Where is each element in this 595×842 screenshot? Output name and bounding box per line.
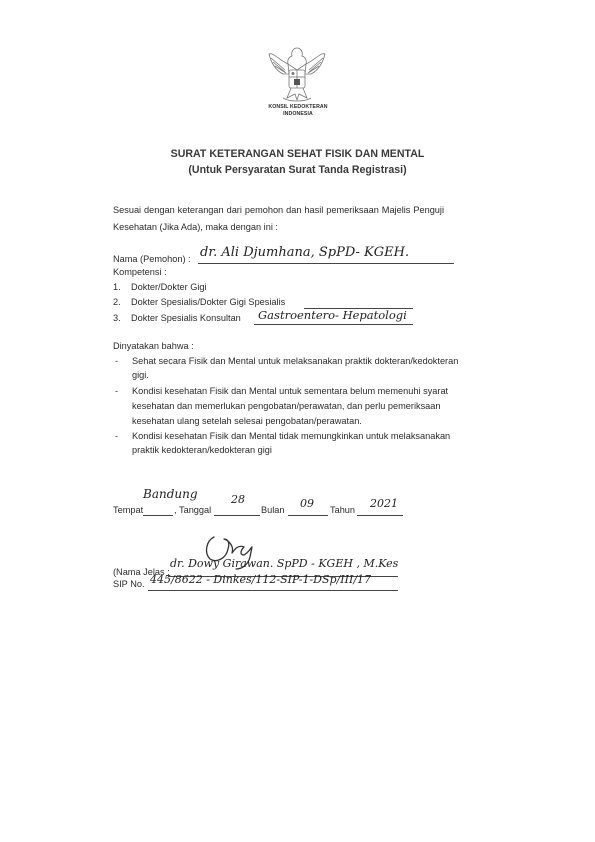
applicant-underline [198, 263, 454, 264]
applicant-value: dr. Ali Djumhana, SpPD- KGEH. [200, 245, 410, 260]
place-label: Tempat [113, 505, 144, 515]
place-value: Bandung [143, 487, 198, 501]
statement-2-line-3: kesehatan ulang setelah selesai pengobatan/perawatan. [132, 416, 362, 426]
competence-label: Kompetensi : [113, 267, 167, 277]
statement-2-line-2: kesehatan dan memerlukan pengobatan/perawatan, dan perlu pemeriksaan [132, 401, 441, 411]
competence-item-3-text: Dokter Spesialis Konsultan [131, 313, 241, 323]
competence-item-1-num: 1. [113, 282, 121, 292]
place-underline [143, 515, 173, 516]
competence-item-2-num: 2. [113, 297, 121, 307]
statement-1-bullet: - [115, 356, 119, 366]
date-value: 28 [231, 493, 245, 506]
sign-name-label: (Nama Jelas : [113, 567, 170, 577]
sip-label: SIP No. [113, 579, 145, 589]
month-label: Bulan [261, 505, 285, 515]
applicant-label: Nama (Pemohon) : [113, 254, 191, 264]
sip-value: 445/8622 - Dinkes/112-SIP-1-DSp/III/17 [150, 573, 372, 586]
competence-item-3-underline [254, 324, 413, 325]
month-value: 09 [300, 497, 314, 510]
year-underline [357, 515, 403, 516]
document-title: SURAT KETERANGAN SEHAT FISIK DAN MENTAL [170, 148, 425, 160]
sip-underline [148, 590, 398, 591]
declared-label: Dinyatakan bahwa : [113, 341, 194, 351]
garuda-emblem-icon [265, 44, 329, 106]
place-comma: , [174, 505, 177, 515]
month-underline [288, 515, 328, 516]
year-label: Tahun [330, 505, 356, 515]
year-value: 2021 [370, 497, 398, 510]
date-label: Tanggal [179, 505, 212, 515]
statement-3-line-1: Kondisi kesehatan Fisik dan Mental tidak memungkinkan untuk melaksanakan [132, 431, 451, 441]
org-name-line2: INDONESIA [283, 111, 313, 117]
competence-item-3-num: 3. [113, 313, 121, 323]
statement-2-bullet: - [115, 386, 119, 396]
competence-item-1-text: Dokter/Dokter Gigi [131, 282, 207, 292]
intro-line-2: Kesehatan (Jika Ada), maka dengan ini : [113, 222, 278, 232]
statement-3-bullet: - [115, 431, 119, 441]
date-underline [214, 515, 260, 516]
competence-item-3-value: Gastroentero- Hepatologi [258, 308, 407, 322]
statement-1-line-1: Sehat secara Fisik dan Mental untuk melaksanakan praktik dokteran/kedokteran [132, 356, 459, 366]
intro-line-1: Sesuai dengan keterangan dari pemohon dan hasil pemeriksaan Majelis Penguji [113, 205, 444, 215]
statement-3-line-2: praktik kedokteran/kedokteran gigi [132, 445, 272, 455]
competence-item-2-text: Dokter Spesialis/Dokter Gigi Spesialis [131, 297, 286, 307]
statement-2-line-1: Kondisi kesehatan Fisik dan Mental untuk sementara belum memenuhi syarat [132, 386, 449, 396]
statement-1-line-2: gigi. [132, 370, 149, 380]
org-name-line1: KONSIL KEDOKTERAN [268, 104, 328, 110]
document-subtitle: (Untuk Persyaratan Surat Tanda Registrasi) [188, 164, 407, 176]
sign-name-value: dr. Dowy Girawan. SpPD - KGEH , M.Kes [170, 557, 399, 570]
